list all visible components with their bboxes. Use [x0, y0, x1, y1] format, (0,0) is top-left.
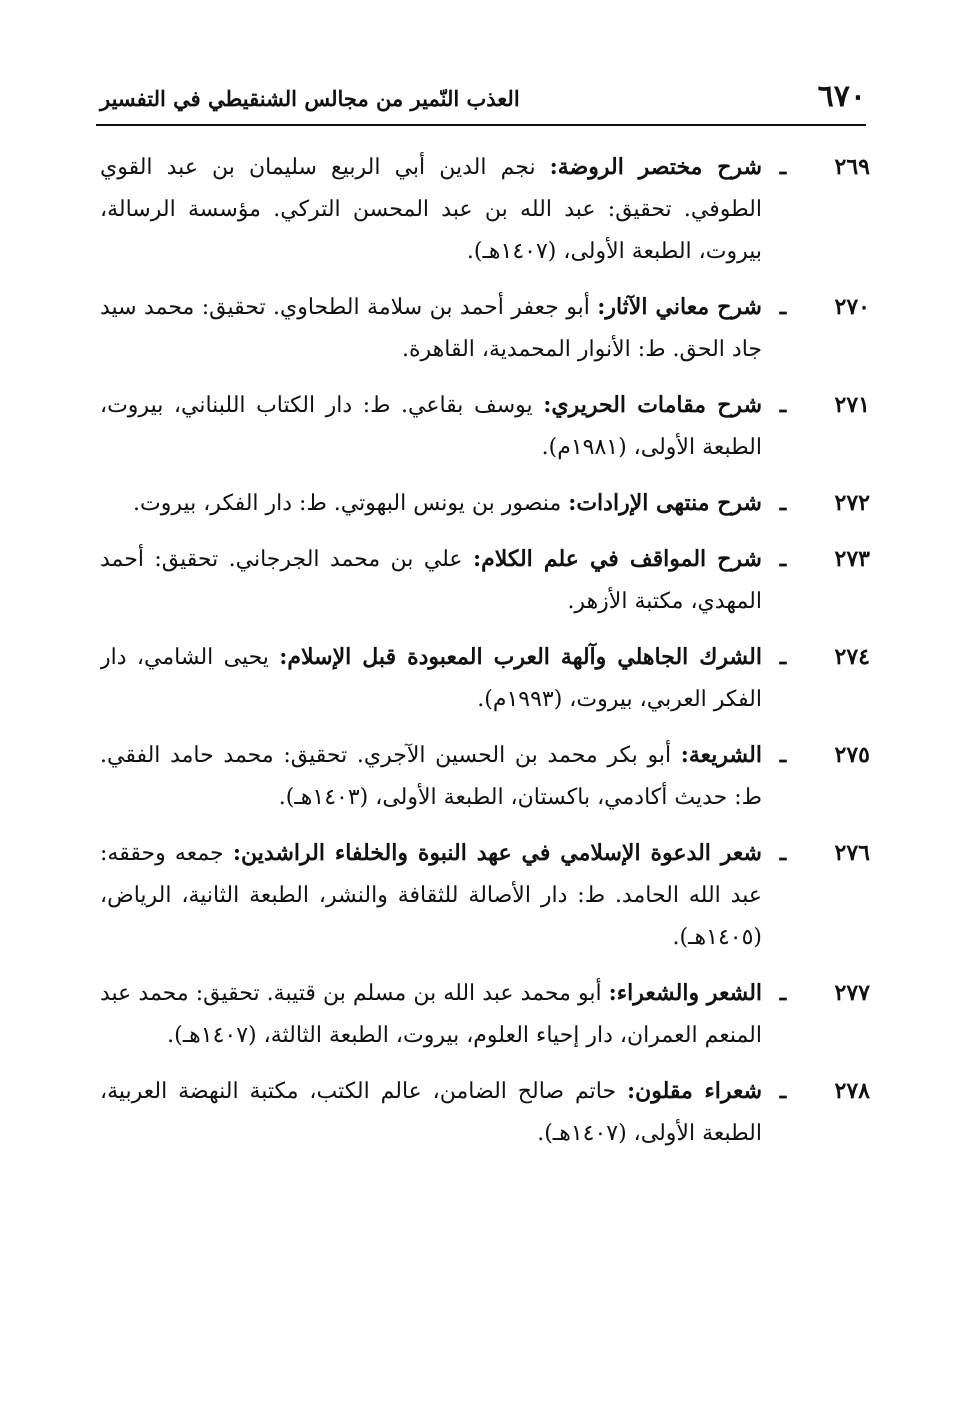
bibliography-entry	[100, 1070, 870, 1155]
bibliography-entry	[100, 538, 870, 623]
entry-number: ٢٧٤	[834, 644, 870, 670]
entry-text	[100, 146, 762, 273]
entry-dash: ـ	[779, 1078, 787, 1104]
entry-details: يوسف بقاعي. ط: دار الكتاب اللبناني، بيروت، الطبعة الأولى، (١٩٨١م).	[100, 393, 762, 460]
bibliography-entry	[100, 972, 870, 1057]
entry-text	[100, 482, 762, 525]
entry-text	[100, 538, 762, 623]
entry-dash: ـ	[779, 154, 787, 180]
entry-title: شرح معاني الآثار:	[597, 294, 762, 320]
page-header	[96, 78, 866, 122]
entry-title: شرح المواقف في علم الكلام:	[472, 546, 762, 572]
entry-title: شرح مختصر الروضة:	[549, 154, 762, 180]
entry-details: حاتم صالح الضامن، عالم الكتب، مكتبة النهضة العربية، الطبعة الأولى، (١٤٠٧هـ).	[100, 1079, 762, 1146]
entry-number: ٢٧٠	[834, 294, 870, 320]
entry-dash: ـ	[779, 644, 787, 670]
entry-title: شرح منتهى الإرادات:	[568, 490, 762, 516]
entry-dash: ـ	[779, 392, 787, 418]
entry-title: شعراء مقلون:	[626, 1078, 762, 1104]
bibliography-entry	[100, 482, 870, 525]
entry-text	[100, 384, 762, 469]
entry-title: الشريعة:	[680, 742, 762, 768]
bibliography-entry	[100, 832, 870, 959]
entry-dash: ـ	[779, 742, 787, 768]
entry-dash: ـ	[779, 490, 787, 516]
entry-number: ٢٧٢	[834, 490, 870, 516]
entry-title: الشرك الجاهلي وآلهة العرب المعبودة قبل الإسلام:	[279, 644, 762, 670]
entry-details: نجم الدين أبي الربيع سليمان بن عبد القوي الطوفي. تحقيق: عبد الله بن عبد المحسن التركي. مؤسسة الرسالة، بيروت، الطبعة الأولى، (١٤٠٧هـ).	[100, 155, 762, 264]
entry-dash: ـ	[779, 546, 787, 572]
bibliography-entry	[100, 636, 870, 721]
entry-details: جمعه وحققه: عبد الله الحامد. ط: دار الأصالة للثقافة والنشر، الطبعة الثانية، الرياض، (١٤٠٥هـ).	[100, 841, 762, 950]
page-number: ٦٧٠	[817, 79, 866, 114]
bibliography-entry	[100, 384, 870, 469]
entry-number: ٢٧٦	[834, 840, 870, 866]
entry-details: علي بن محمد الجرجاني. تحقيق: أحمد المهدي، مكتبة الأزهر.	[100, 547, 762, 614]
entry-number: ٢٧٨	[834, 1078, 870, 1104]
entry-dash: ـ	[779, 294, 787, 320]
bibliography-entry	[100, 146, 870, 273]
running-title: العذب النّمير من مجالس الشنقيطي في التفسير	[100, 86, 520, 111]
entry-title: شرح مقامات الحريري:	[543, 392, 763, 418]
entry-number: ٢٦٩	[834, 154, 870, 180]
bibliography-entry	[100, 734, 870, 819]
entry-title: الشعر والشعراء:	[608, 980, 763, 1006]
entry-number: ٢٧٧	[834, 980, 870, 1006]
entry-title: شعر الدعوة الإسلامي في عهد النبوة والخلفاء الراشدين:	[232, 840, 762, 866]
entry-dash: ـ	[779, 980, 787, 1006]
entry-text	[100, 972, 762, 1057]
entry-number: ٢٧١	[834, 392, 870, 418]
entry-details: أبو محمد عبد الله بن مسلم بن قتيبة. تحقيق: محمد عبد المنعم العمران، دار إحياء العلوم، بيروت، الطبعة الثالثة، (١٤٠٧هـ).	[100, 981, 762, 1048]
entry-text	[100, 286, 762, 371]
entry-number: ٢٧٣	[834, 546, 870, 572]
entry-details: أبو بكر محمد بن الحسين الآجري. تحقيق: محمد حامد الفقي. ط: حديث أكادمي، باكستان، الطبعة الأولى، (١٤٠٣هـ).	[100, 743, 762, 810]
entry-text	[100, 734, 762, 819]
entry-number: ٢٧٥	[834, 742, 870, 768]
bibliography-entry	[100, 286, 870, 371]
entry-dash: ـ	[779, 840, 787, 866]
header-divider	[96, 124, 866, 126]
entry-text	[100, 636, 762, 721]
entry-details: أبو جعفر أحمد بن سلامة الطحاوي. تحقيق: محمد سيد جاد الحق. ط: الأنوار المحمدية، القاهرة.	[100, 295, 762, 362]
entry-details: يحيى الشامي، دار الفكر العربي، بيروت، (١٩٩٣م).	[100, 645, 762, 712]
bibliography-list	[100, 146, 870, 1366]
entry-details: منصور بن يونس البهوتي. ط: دار الفكر، بيروت.	[132, 491, 569, 516]
entry-text	[100, 1070, 762, 1155]
entry-text	[100, 832, 762, 959]
